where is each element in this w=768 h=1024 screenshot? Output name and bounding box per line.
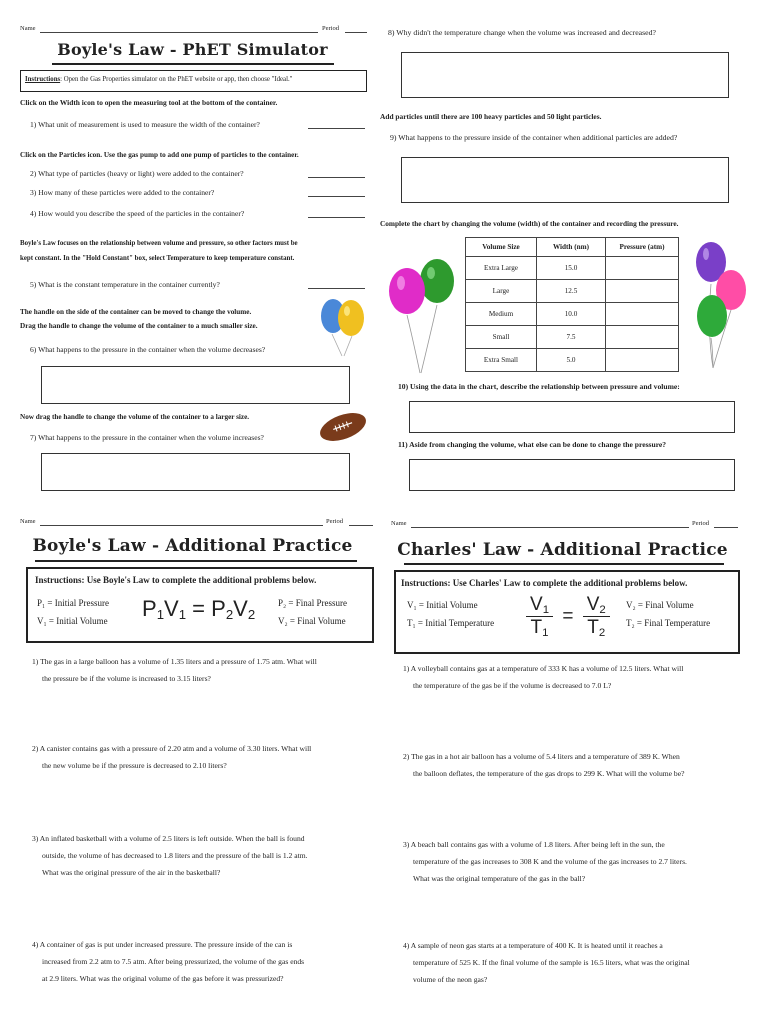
boyles-problem-3: 3) An inflated basketball with a volume of 2.5 liters is left outside. When the ball is found outside, the volume of has decreased to 1.8 liters and the pressure of the ball is 1.2 atm. What was the original pressure of the air in the basketball? <box>32 834 308 877</box>
boyles-practice-title: Boyle's Law - Additional Practice <box>32 536 353 556</box>
v1-label: V₁ = Initial Volume <box>407 600 478 610</box>
t1-label: T₁ = Initial Temperature <box>407 618 495 628</box>
table-cell: 15.0 <box>537 257 606 280</box>
add-particles-text: Add particles until there are 100 heavy particles and 50 light particles. <box>380 112 602 121</box>
page-title: Boyle's Law - PhET Simulator <box>57 40 328 59</box>
boyles-problem-2: 2) A canister contains gas with a pressure of 2.20 atm and a volume of 3.30 liters. What will the new volume be if the pressure is decreased to 2.10 liters? <box>32 744 312 770</box>
table-row <box>466 280 679 303</box>
charles-instructions-box <box>394 570 740 654</box>
table-cell: 12.5 <box>537 280 606 303</box>
name-label: Name <box>391 520 407 527</box>
table-row <box>466 326 679 349</box>
table-cell: Small <box>466 326 537 349</box>
charles-practice-title: Charles' Law - Additional Practice <box>397 540 728 560</box>
question-5: 5) What is the constant temperature in the container currently? <box>30 280 220 289</box>
question-6: 6) What happens to the pressure in the container when the volume decreases? <box>30 345 266 354</box>
balloons-purple-pink-green-icon <box>693 240 751 370</box>
charles-problem-3: 3) A beach ball contains gas with a volume of 1.8 liters. After being left in the sun, the temperature of the gas increases to 308 K and the volume of the gas increases to 2.7 liters. What was the original temperature of the gas in the ball? <box>403 840 687 883</box>
question-8: 8) Why didn't the temperature change when the volume was increased and decreased? <box>388 28 656 37</box>
boyles-instructions-box <box>26 567 374 643</box>
name-line[interactable] <box>40 525 323 526</box>
width-prompt: Click on the Width icon to open the measuring tool at the bottom of the container. <box>20 98 278 107</box>
particles-prompt: Click on the Particles icon. Use the gas pump to add one pump of particles to the container. <box>20 151 299 159</box>
title-underline <box>35 560 357 562</box>
name-label: Name <box>20 518 36 525</box>
v1-label: V₁ = Initial Volume <box>37 616 108 626</box>
question-2: 2) What type of particles (heavy or light) were added to the container? <box>30 169 244 178</box>
constant-text-1: Boyle's Law focuses on the relationship between volume and pressure, so other factors must be <box>20 240 298 247</box>
charles-problem-1: 1) A volleyball contains gas at a temperature of 333 K has a volume of 12.5 liters. What will the temperature of the gas be if the volume is decreased to 7.0 L? <box>403 664 684 690</box>
title-underline <box>52 63 334 65</box>
pressure-cell[interactable] <box>606 326 679 349</box>
answer-box-8[interactable] <box>401 52 729 98</box>
question-3: 3) How many of these particles were added to the container? <box>30 188 215 197</box>
pressure-cell[interactable] <box>606 303 679 326</box>
name-label: Name <box>20 25 36 32</box>
table-cell: Extra Small <box>466 349 537 372</box>
table-cell: 5.0 <box>537 349 606 372</box>
table-cell: 10.0 <box>537 303 606 326</box>
chart-prompt: Complete the chart by changing the volume (width) of the container and recording the pressure. <box>380 219 679 228</box>
data-table <box>465 237 679 372</box>
answer-line-4[interactable] <box>308 217 365 218</box>
period-label: Period <box>692 520 709 527</box>
balloons-pink-green-icon <box>385 255 457 375</box>
boyles-instructions: Instructions: Use Boyle's Law to complete the additional problems below. <box>35 575 317 585</box>
table-row <box>466 257 679 280</box>
table-row <box>466 349 679 372</box>
name-line[interactable] <box>40 32 318 33</box>
v2-label: V₂ = Final Volume <box>626 600 694 610</box>
boyles-problem-4: 4) A container of gas is put under increased pressure. The pressure inside of the can is increased from 2.2 atm to 7.5 atm. After being pressurized, the volume of the gas ends at 2.9 liters. What was the original volume of the gas before it was pressurized? <box>32 940 305 983</box>
football-icon <box>316 410 370 444</box>
instructions-text: : Open the Gas Properties simulator on the PhET website or app, then choose "Ideal." <box>60 76 293 83</box>
answer-box-11[interactable] <box>409 459 735 491</box>
answer-line-3[interactable] <box>308 196 365 197</box>
answer-box-10[interactable] <box>409 401 735 433</box>
p2-label: P₂ = Final Pressure <box>278 598 347 608</box>
table-header: Pressure (atm) <box>606 238 679 257</box>
pressure-cell[interactable] <box>606 257 679 280</box>
instructions-label: Instructions <box>25 76 61 83</box>
answer-box-7[interactable] <box>41 453 350 491</box>
table-header: Width (nm) <box>537 238 606 257</box>
table-header-row <box>466 238 679 257</box>
boyles-problem-1: 1) The gas in a large balloon has a volume of 1.35 liters and a pressure of 1.75 atm. What will the pressure be if the volume is increased to 3.15 liters? <box>32 657 317 683</box>
balloons-blue-yellow-icon <box>318 296 374 358</box>
name-line[interactable] <box>411 527 689 528</box>
question-7: 7) What happens to the pressure in the container when the volume increases? <box>30 433 264 442</box>
question-9: 9) What happens to the pressure inside of the container when additional particles are added? <box>390 133 678 142</box>
answer-line-2[interactable] <box>308 177 365 178</box>
instructions-box <box>20 70 367 92</box>
question-4: 4) How would you describe the speed of the particles in the container? <box>30 209 245 218</box>
charles-problem-2: 2) The gas in a hot air balloon has a volume of 5.4 liters and a temperature of 389 K. When the balloon deflates, the temperature of the gas drops to 299 K. What will the volume be? <box>403 752 685 778</box>
boyles-law-equation: $P_1V_1 = P_2V_2$ <box>142 596 256 622</box>
table-row <box>466 303 679 326</box>
table-cell: 7.5 <box>537 326 606 349</box>
period-line[interactable] <box>349 525 373 526</box>
period-label: Period <box>326 518 343 525</box>
title-underline <box>404 563 724 565</box>
t2-label: T₂ = Final Temperature <box>626 618 711 628</box>
table-header: Volume Size <box>466 238 537 257</box>
question-10: 10) Using the data in the chart, describe the relationship between pressure and volume: <box>398 382 680 391</box>
constant-text-2: kept constant. In the "Hold Constant" box, select Temperature to keep temperature constant. <box>20 255 295 262</box>
pressure-cell[interactable] <box>606 349 679 372</box>
period-line[interactable] <box>714 527 738 528</box>
handle-text-2: Drag the handle to change the volume of the container to a much smaller size. <box>20 322 258 330</box>
period-label: Period <box>322 25 339 32</box>
table-cell: Medium <box>466 303 537 326</box>
answer-box-6[interactable] <box>41 366 350 404</box>
period-line[interactable] <box>345 32 367 33</box>
pressure-cell[interactable] <box>606 280 679 303</box>
p1-label: P₁ = Initial Pressure <box>37 598 109 608</box>
question-1: 1) What unit of measurement is used to measure the width of the container? <box>30 120 260 129</box>
answer-line-5[interactable] <box>308 288 365 289</box>
charles-instructions: Instructions: Use Charles' Law to complete the additional problems below. <box>401 578 688 588</box>
question-11: 11) Aside from changing the volume, what else can be done to change the pressure? <box>398 440 667 449</box>
answer-line-1[interactable] <box>308 128 365 129</box>
larger-text: Now drag the handle to change the volume of the container to a larger size. <box>20 413 250 421</box>
charles-law-equation: $\frac{V_1}{T_1}$ = $\frac{V_2}{T_2}$ <box>526 594 610 639</box>
table-cell: Extra Large <box>466 257 537 280</box>
table-cell: Large <box>466 280 537 303</box>
answer-box-9[interactable] <box>401 157 729 203</box>
v2-label: V₂ = Final Volume <box>278 616 346 626</box>
handle-text-1: The handle on the side of the container can be moved to change the volume. <box>20 308 252 316</box>
charles-problem-4: 4) A sample of neon gas starts at a temperature of 400 K. It is heated until it reaches a temperature of 525 K. If the final volume of the sample is 16.5 liters, what was the original volume of the neon gas? <box>403 941 690 984</box>
